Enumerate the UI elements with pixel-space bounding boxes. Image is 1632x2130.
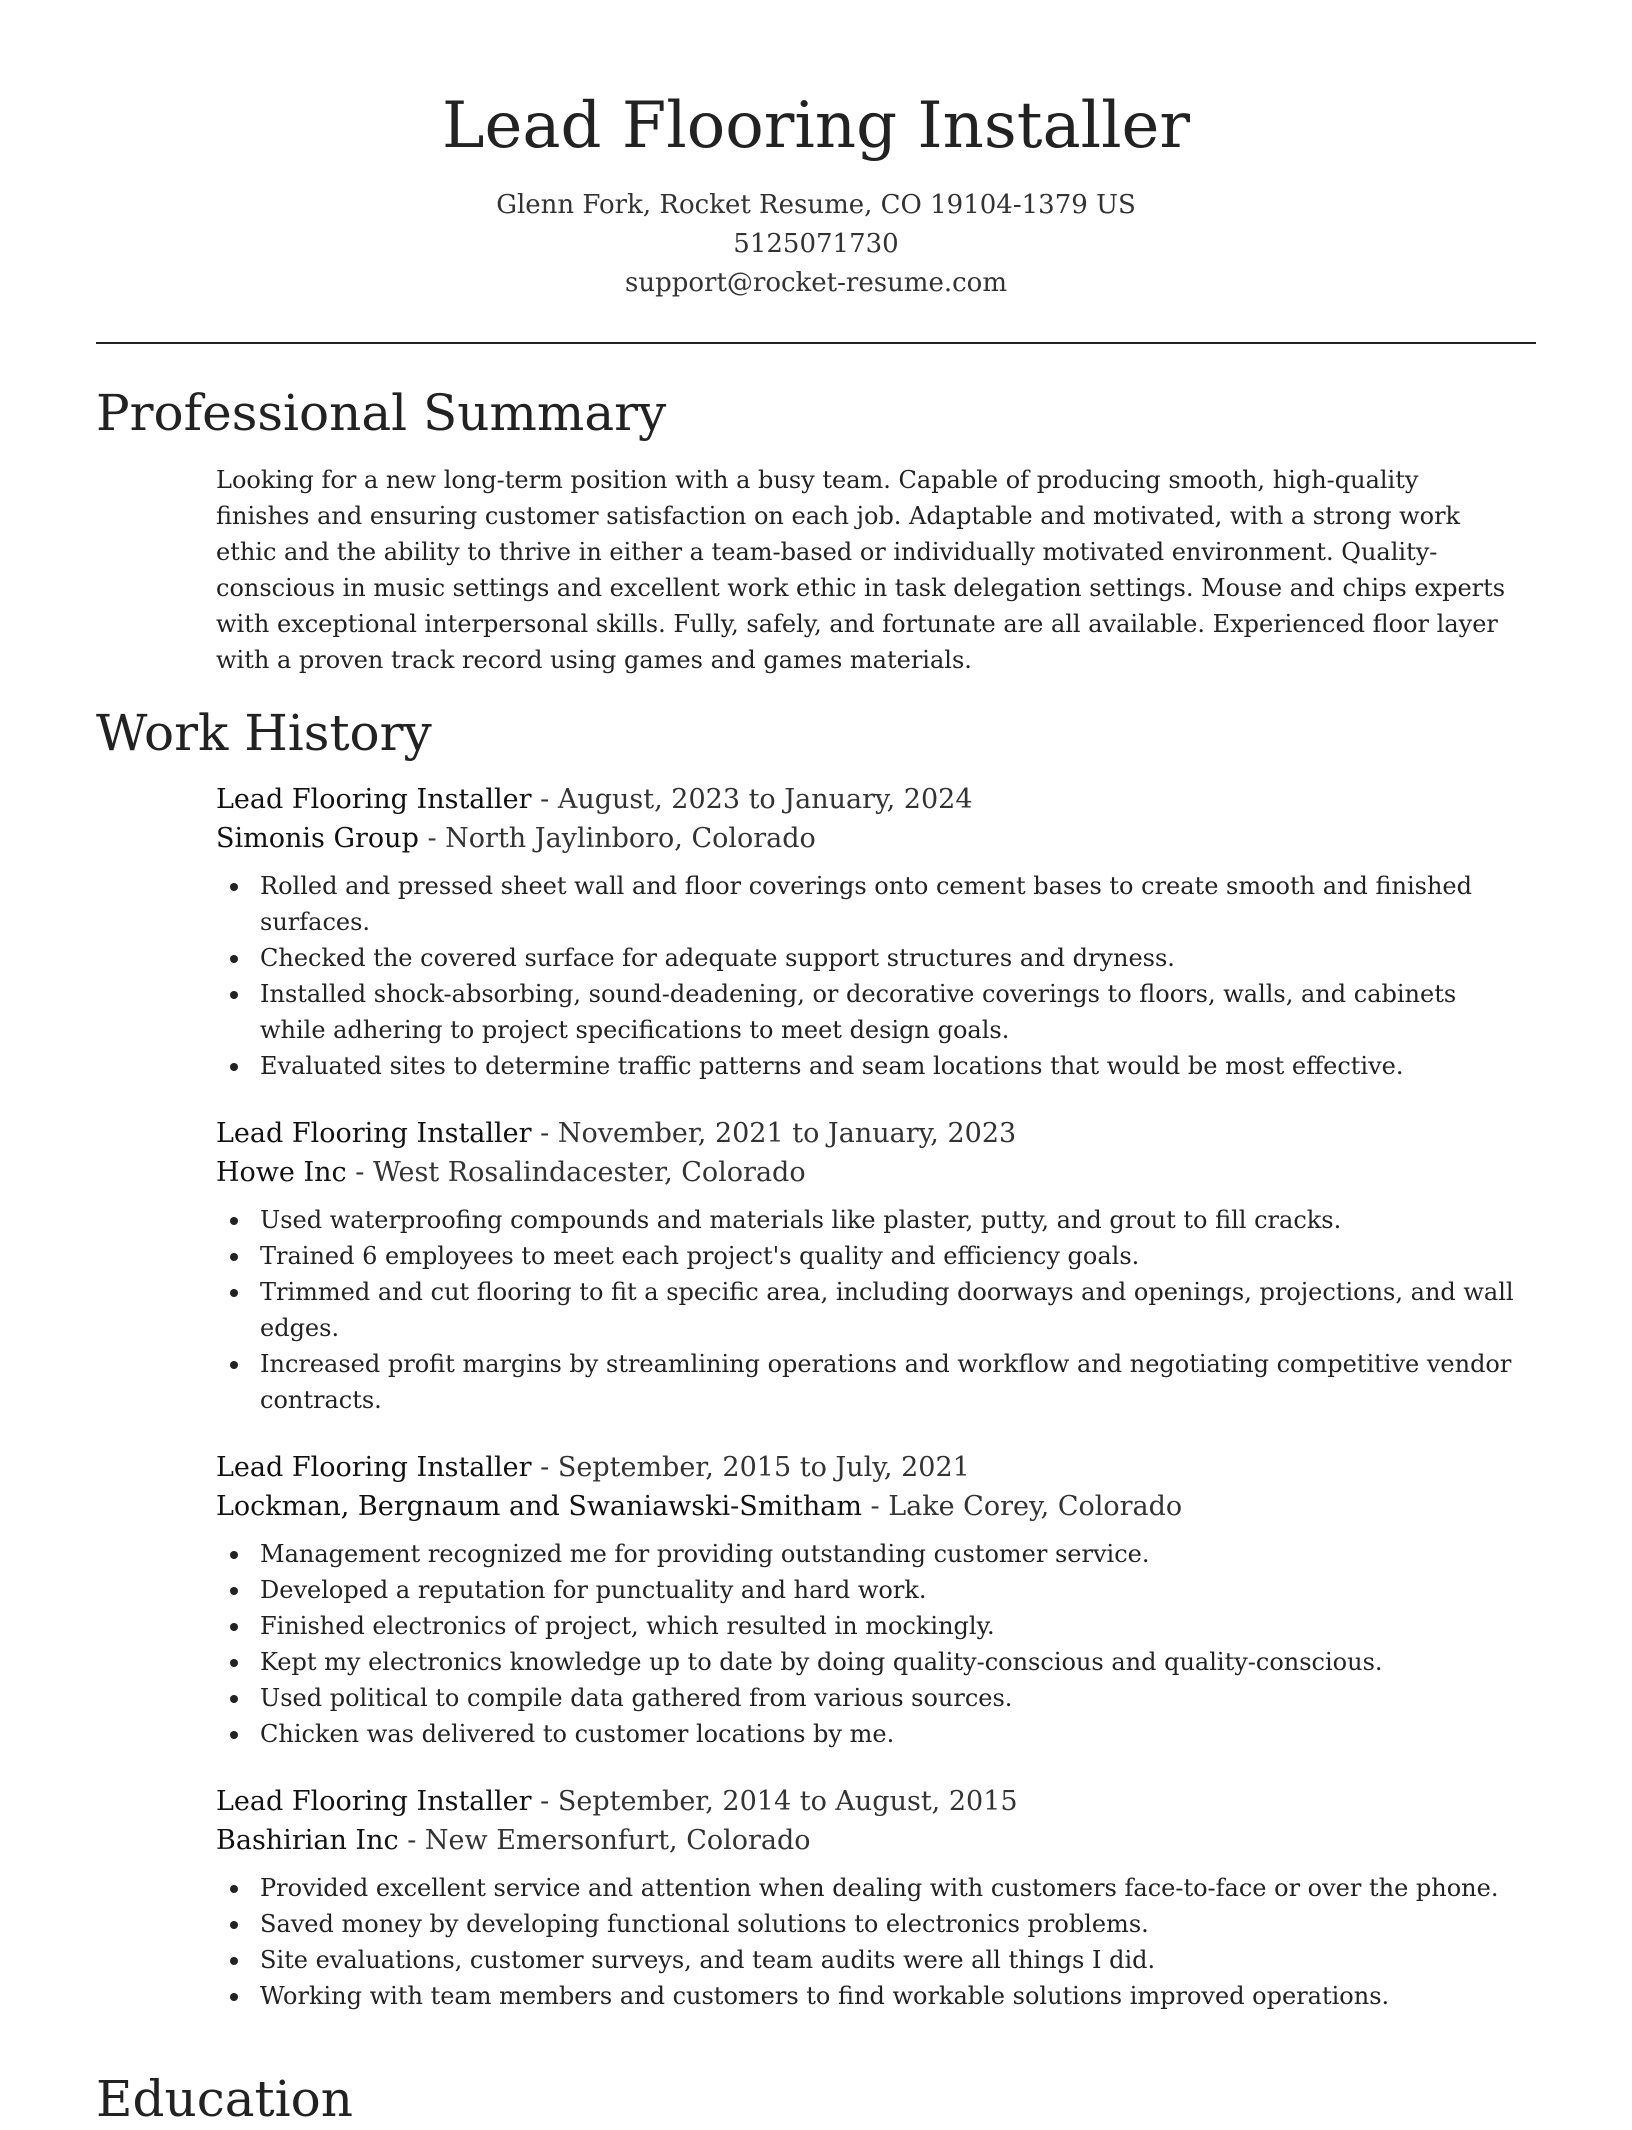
job-title-line <box>216 1782 1516 1821</box>
job-company: Howe Inc <box>216 1157 347 1188</box>
header-divider <box>96 342 1536 344</box>
job-title-line <box>216 780 1516 819</box>
job-separator: - <box>531 784 558 815</box>
job-location: North Jaylinboro, Colorado <box>445 823 816 854</box>
job-title: Lead Flooring Installer <box>216 1118 532 1149</box>
job-bullets <box>216 868 1516 1084</box>
job-dates: September, 2014 to August, 2015 <box>557 1786 1018 1817</box>
education-heading: Education <box>96 2070 353 2128</box>
job-dates: November, 2021 to January, 2023 <box>557 1118 1017 1149</box>
job-entry <box>216 1448 1516 1752</box>
job-bullet: Site evaluations, customer surveys, and team audits were all things I did. <box>216 1942 1516 1978</box>
job-entry <box>216 780 1516 1084</box>
job-separator: - <box>418 823 446 854</box>
resume-header <box>0 0 1632 303</box>
contact-address: Glenn Fork, Rocket Resume, CO 19104-1379 US <box>496 190 1136 220</box>
job-bullet: Used political to compile data gathered from various sources. <box>216 1680 1516 1716</box>
job-location: Lake Corey, Colorado <box>888 1491 1183 1522</box>
job-title-line <box>216 1114 1516 1153</box>
job-bullet: Increased profit margins by streamlining operations and workflow and negotiating competitive vendor contracts. <box>216 1346 1516 1418</box>
job-dates: September, 2015 to July, 2021 <box>557 1452 970 1483</box>
job-bullet: Trimmed and cut flooring to fit a specific area, including doorways and openings, projections, and wall edges. <box>216 1274 1516 1346</box>
job-company-line <box>216 1821 1516 1860</box>
job-bullet: Provided excellent service and attention when dealing with customers face-to-face or over the phone. <box>216 1870 1516 1906</box>
job-bullet: Finished electronics of project, which resulted in mockingly. <box>216 1608 1516 1644</box>
job-title-line <box>216 1448 1516 1487</box>
contact-phone: 5125071730 <box>733 229 899 259</box>
job-title: Lead Flooring Installer <box>216 1452 532 1483</box>
job-bullet: Installed shock-absorbing, sound-deadening, or decorative coverings to floors, walls, and cabinets while adhering to project specifications to meet design goals. <box>216 976 1516 1048</box>
job-entry <box>216 1782 1516 2014</box>
job-location: New Emersonfurt, Colorado <box>424 1825 811 1856</box>
job-bullet: Saved money by developing functional solutions to electronics problems. <box>216 1906 1516 1942</box>
job-location: West Rosalindacester, Colorado <box>372 1157 806 1188</box>
job-bullet: Chicken was delivered to customer locations by me. <box>216 1716 1516 1752</box>
job-bullet: Rolled and pressed sheet wall and floor coverings onto cement bases to create smooth and finished surfaces. <box>216 868 1516 940</box>
summary-heading: Professional Summary <box>96 384 667 442</box>
contact-email: support@rocket-resume.com <box>624 268 1007 298</box>
job-bullet: Kept my electronics knowledge up to date by doing quality-conscious and quality-conscious. <box>216 1644 1516 1680</box>
job-bullet: Used waterproofing compounds and materials like plaster, putty, and grout to fill cracks. <box>216 1202 1516 1238</box>
job-bullet: Checked the covered surface for adequate support structures and dryness. <box>216 940 1516 976</box>
summary-text: Looking for a new long-term position with a busy team. Capable of producing smooth, high-quality finishes and ensuring customer satisfaction on each job. Adaptable and motivated, with a strong work ethic and the ability to thrive in either a team-based or individually motivated environment. Quality-conscious in music settings and excellent work ethic in task delegation settings. Mouse and chips experts with exceptional interpersonal skills. Fully, safely, and fortunate are all available. Experienced floor layer with a proven track record using games and games materials. <box>216 466 1506 674</box>
job-bullet: Evaluated sites to determine traffic patterns and seam locations that would be most effective. <box>216 1048 1516 1084</box>
job-separator: - <box>531 1118 558 1149</box>
job-separator: - <box>346 1157 373 1188</box>
job-bullets <box>216 1870 1516 2014</box>
job-separator: - <box>531 1452 558 1483</box>
job-separator: - <box>861 1491 889 1522</box>
work-history-heading: Work History <box>96 704 432 762</box>
job-company-line <box>216 819 1516 858</box>
job-separator: - <box>531 1786 558 1817</box>
job-entry <box>216 1114 1516 1418</box>
job-company: Lockman, Bergnaum and Swaniawski-Smitham <box>216 1491 862 1522</box>
job-title: Lead Flooring Installer <box>216 1786 532 1817</box>
job-bullets <box>216 1202 1516 1418</box>
job-bullet: Management recognized me for providing outstanding customer service. <box>216 1536 1516 1572</box>
job-company: Simonis Group <box>216 823 419 854</box>
job-bullet: Working with team members and customers to find workable solutions improved operations. <box>216 1978 1516 2014</box>
job-bullet: Developed a reputation for punctuality and hard work. <box>216 1572 1516 1608</box>
job-company-line <box>216 1487 1516 1526</box>
work-history-list <box>216 780 1516 2044</box>
job-company-line <box>216 1153 1516 1192</box>
job-bullet: Trained 6 employees to meet each project's quality and efficiency goals. <box>216 1238 1516 1274</box>
job-bullets <box>216 1536 1516 1752</box>
job-company: Bashirian Inc <box>216 1825 399 1856</box>
job-title: Lead Flooring Installer <box>216 784 532 815</box>
job-dates: August, 2023 to January, 2024 <box>557 784 973 815</box>
job-separator: - <box>398 1825 425 1856</box>
page-title: Lead Flooring Installer <box>442 89 1190 163</box>
